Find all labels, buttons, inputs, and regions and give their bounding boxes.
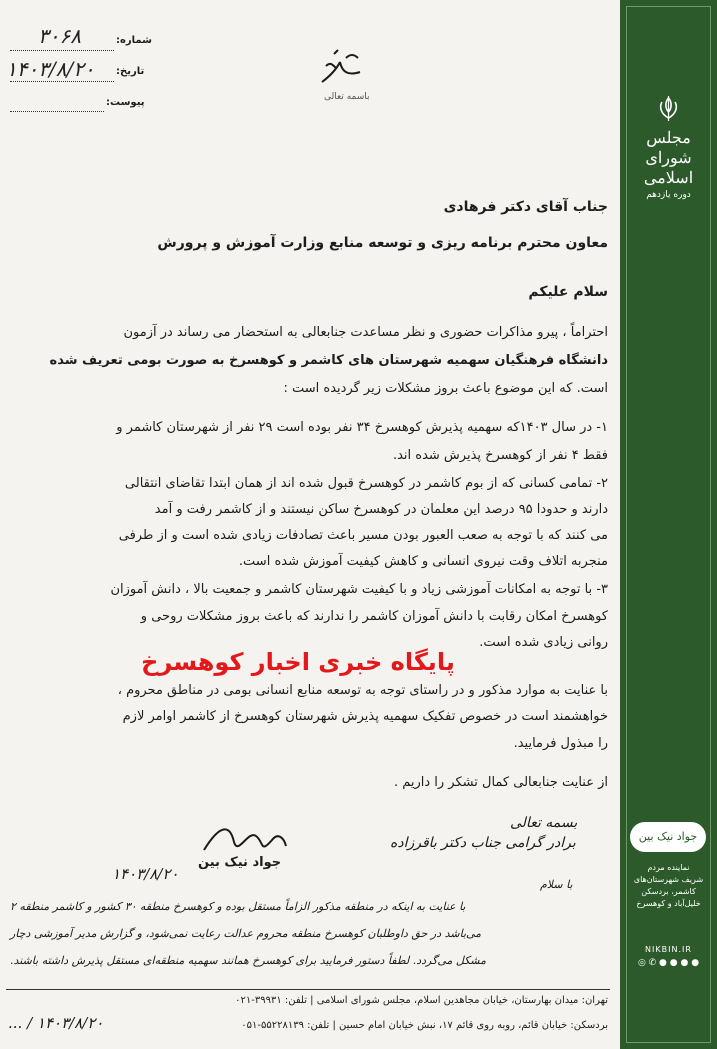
item-3-line-1: ۳- با توجه به امکانات آموزشی زیاد و با کیفیت شهرستان کاشمر و جمعیت بالا ، دانش آموزان xyxy=(110,582,608,597)
request-line-1: با عنایت به موارد مذکور و در راستای توجه به توسعه منابع انسانی بومی در مناطق محروم ، xyxy=(117,683,608,698)
parliament-term: دوره یازدهم xyxy=(646,190,691,200)
handwritten-line-1: با عنایت به اینکه در منطقه مذکور الزاماً مستقل بوده و کوهسرخ منطقه ۳۰ کشور و کاشمر منطقه ۲ xyxy=(10,900,466,913)
signature-date: ۱۴۰۳/۸/۲۰ xyxy=(112,865,179,883)
signature-scribble xyxy=(200,820,290,860)
item-2-line-2: دارند و حدودا ۹۵ درصد این معلمان در کوهسرخ ساکن نیستند و از کاشمر رفت و آمد xyxy=(154,502,608,517)
majlis-title: مجلس شورای اسلامی xyxy=(643,128,694,187)
thanks-line: از عنایت جنابعالی کمال تشکر را داریم . xyxy=(393,775,608,790)
item-1-line-2: فقط ۴ نفر از کوهسرخ پذیرش شده اند. xyxy=(392,448,608,463)
item-2-line-3: می کنند که با توجه به صعب العبور بودن مسیر باعث تصادفات زیادی شده است و از طرفی xyxy=(118,528,608,543)
item-3-line-2: کوهسرخ امکان رقابت با دانش آموزان کاشمر را ندارند که باعث بروز مشکلات روحی و xyxy=(140,609,608,624)
handwritten-line-2: می‌باشد در حق داوطلبان کوهسرخ منطقه محروم عدالت رعایت نمی‌شود، و گزارش مدیر آموزشی دچار xyxy=(10,927,482,940)
body-intro-line-2: دانشگاه فرهنگیان سهمیه شهرستان های کاشمر و کوهسرخ به صورت بومی تعریف شده xyxy=(49,353,608,368)
item-2-line-4: منجربه اتلاف وقت نیروی انسانی و کاهش کیفیت آموزش شده است. xyxy=(238,554,608,569)
website-link[interactable]: NIKBIN.IR xyxy=(645,945,692,954)
request-line-3: را مبذول فرمایید. xyxy=(513,736,608,751)
footer-rule xyxy=(6,989,610,990)
majlis-side-band xyxy=(620,0,717,1049)
handwritten-line-3: مشکل می‌گردد. لطفاً دستور فرمایید برای کوهسرخ همانند سهمیه منطقه‌ای مستقل پذیرش داشته باشند. xyxy=(10,954,486,967)
attachment-line xyxy=(10,111,104,112)
representative-description: نماینده مردم شریف شهرستان‌های کاشمر، بردسکن خلیل‌آباد و کوهسرخ xyxy=(633,863,704,908)
bismillah-calligraphy xyxy=(316,42,366,92)
body-intro-line-3: است. که این موضوع باعث بروز مشکلات زیر گردیده است : xyxy=(283,381,608,396)
iran-emblem-icon xyxy=(656,96,681,122)
greeting: سلام علیکم xyxy=(528,284,608,300)
number-line xyxy=(10,50,114,51)
item-1-line-1: ۱- در سال ۱۴۰۳که سهمیه پذیرش کوهسرخ ۳۴ نفر بوده است ۲۹ نفر از شهرستان کاشمر و xyxy=(116,420,608,435)
signatory-name: جواد نیک بین xyxy=(198,855,282,870)
handwritten-bottom-date: ۱۴۰۳/۸/۲۰ / ... xyxy=(8,1014,104,1032)
handwritten-recipient: برادر گرامی جناب دکتر باقرزاده xyxy=(390,835,576,851)
request-line-2: خواهشمند است در خصوص تفکیک سهمیه پذیرش شهرستان کوهسرخ از کاشمر اوامر لازم xyxy=(122,709,608,724)
item-2-line-1: ۲- تمامی کسانی که از بوم کاشمر در کوهسرخ قبول شده اند از همان ابتدا تقاضای انتقالی xyxy=(124,476,608,491)
representative-logo: جواد نیک بین xyxy=(630,822,706,852)
bismillah-text: باسمه تعالی xyxy=(324,92,370,102)
date-value: ۱۴۰۳/۸/۲۰ xyxy=(6,57,95,81)
date-line xyxy=(10,81,114,82)
handwritten-margin: با سلام xyxy=(540,878,573,891)
number-value: ۳۰۶۸ xyxy=(38,24,81,48)
item-3-line-3: روانی زیادی شده است. xyxy=(479,635,608,650)
social-icons: ◎ ✆ ● ● ● ● xyxy=(637,958,700,968)
date-label: تاریخ: xyxy=(116,66,145,77)
handwritten-heading: بسمه تعالی xyxy=(510,815,578,831)
addressee-title: معاون محترم برنامه ریزی و توسعه منابع وزارت آموزش و پرورش xyxy=(157,235,608,251)
footer-bardaskan-address: بردسکن: خیابان قائم، روبه روی قائم ۱۷، نبش خیابان امام حسین | تلفن: ۵۵۲۲۸۱۳۹-۰۵۱ xyxy=(241,1020,608,1031)
attachment-label: پیوست: xyxy=(106,97,145,108)
addressee-name: جناب آقای دکتر فرهادی xyxy=(443,199,608,215)
body-intro-line-1: احتراماً ، پیرو مذاکرات حضوری و نظر مساعدت جنابعالی به استحضار می رساند در آزمون xyxy=(123,325,608,340)
number-label: شماره: xyxy=(116,35,152,46)
footer-tehran-address: تهران: میدان بهارستان، خیابان مجاهدین اسلام، مجلس شورای اسلامی | تلفن: ۳۹۹۳۱-۰۲۱ xyxy=(235,995,608,1006)
news-watermark: پایگاه خبری اخبار کوهسرخ xyxy=(141,648,455,676)
